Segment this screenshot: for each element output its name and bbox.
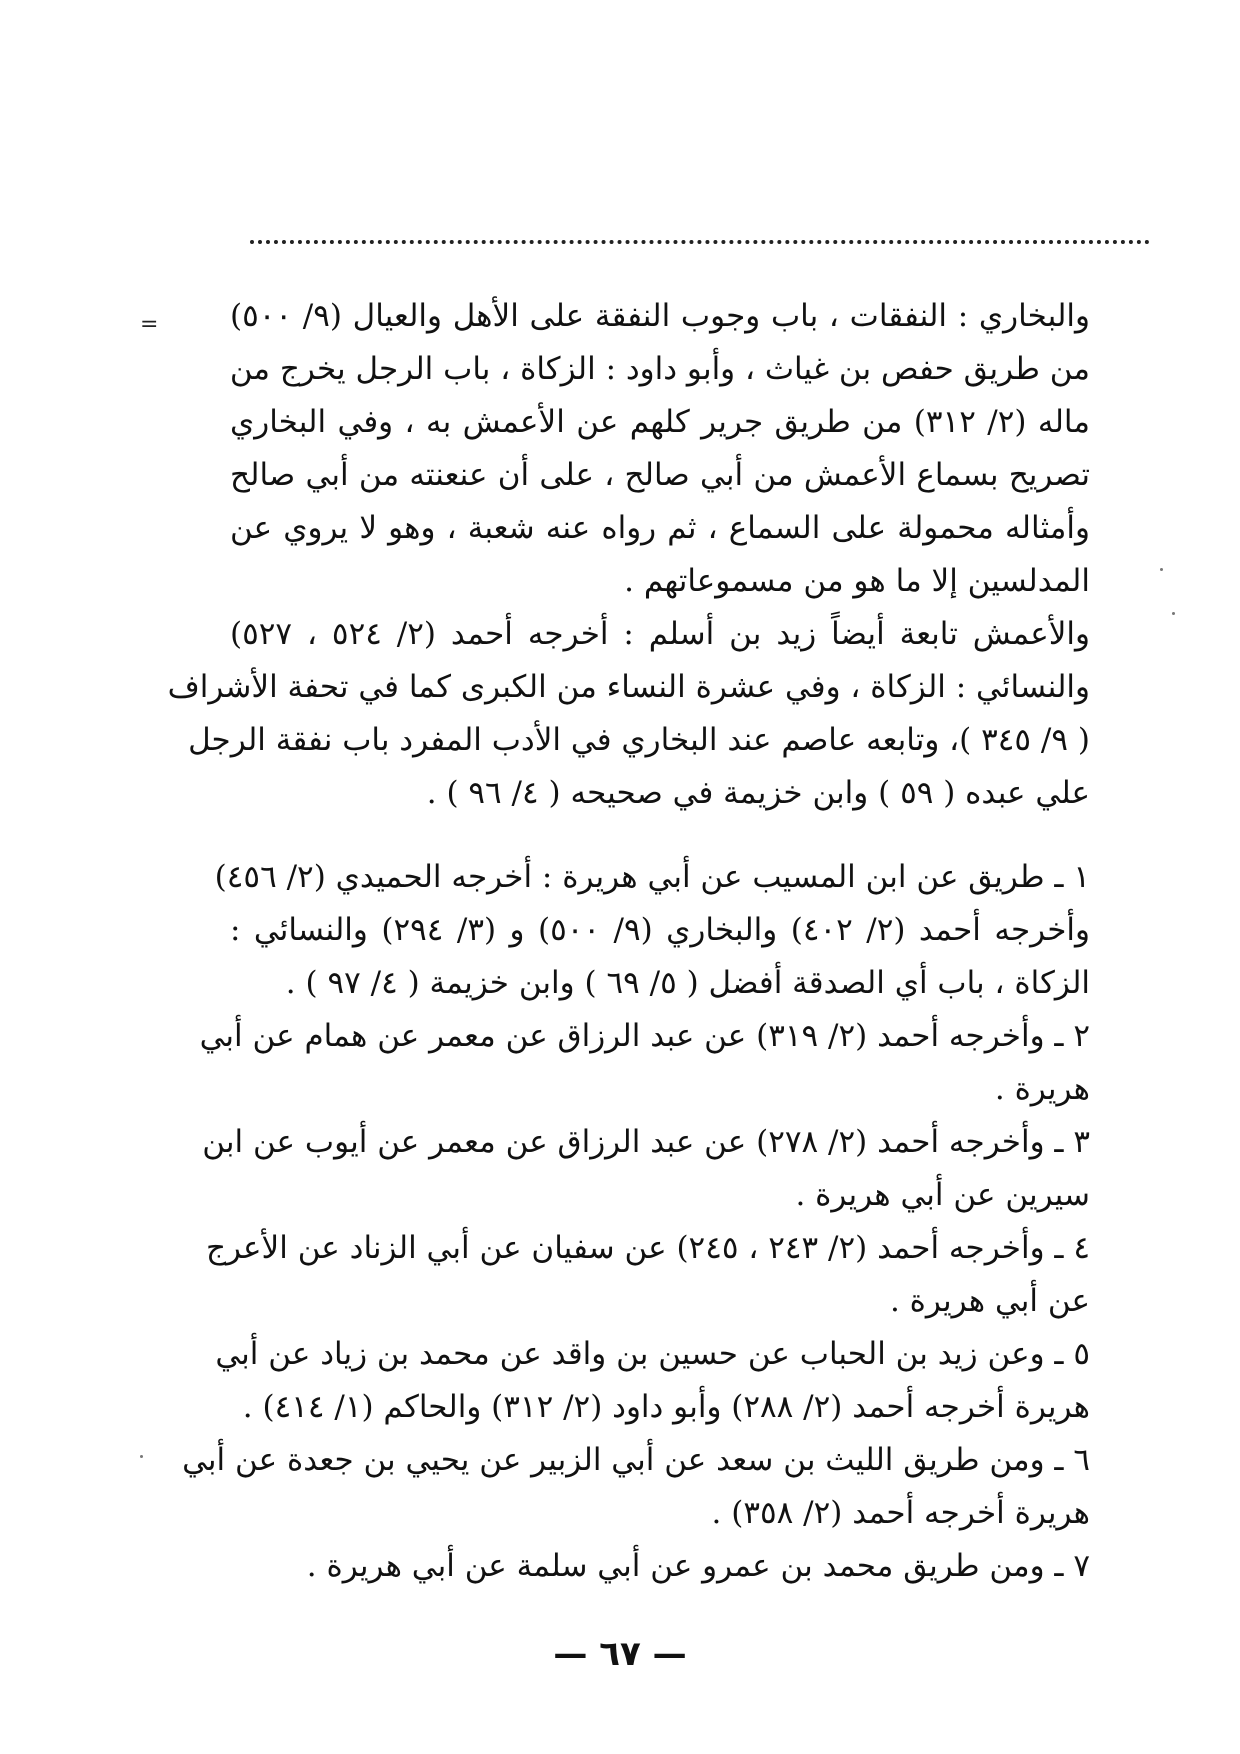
footnote-line: المدلسين إلا ما هو من مسموعاتهم . [624, 563, 1090, 599]
narration-line: ٢ ـ وأخرجه أحمد (٢/ ٣١٩) عن عبد الرزاق عن معمر عن همام عن أبي [199, 1018, 1090, 1054]
footnote-line: والأعمش تابعة أيضاً زيد بن أسلم : أخرجه أحمد (٢/ ٥٢٤ ، ٥٢٧) [230, 616, 1090, 652]
narration-line: ٣ ـ وأخرجه أحمد (٢/ ٢٧٨) عن عبد الرزاق عن معمر عن أيوب عن ابن [202, 1124, 1090, 1160]
footnote-line: ماله (٢/ ٣١٢) من طريق جرير كلهم عن الأعمش به ، وفي البخاري [230, 404, 1090, 440]
continued-footnote-block [167, 290, 1090, 820]
narration-line: وأخرجه أحمد (٢/ ٤٠٢) والبخاري (٩/ ٥٠٠) و (٣/ ٢٩٤) والنسائي : [230, 912, 1090, 948]
footnote-line: من طريق حفص بن غياث ، وأبو داود : الزكاة ، باب الرجل يخرج من [229, 351, 1090, 387]
narration-line: ١ ـ طريق عن ابن المسيب عن أبي هريرة : أخرجه الحميدي (٢/ ٤٥٦) [214, 859, 1090, 895]
narration-line: هريرة أخرجه أحمد (٢/ ٢٨٨) وأبو داود (٢/ ٣١٢) والحاكم (١/ ٤١٤) . [242, 1389, 1090, 1425]
narration-paths-block [182, 851, 1090, 1593]
footnote-line: تصريح بسماع الأعمش من أبي صالح ، على أن عنعنته من أبي صالح [230, 457, 1090, 493]
footnote-separator-rule [250, 240, 1150, 244]
narration-line: سيرين عن أبي هريرة . [795, 1177, 1090, 1213]
footnote-line: والبخاري : النفقات ، باب وجوب النفقة على الأهل والعيال (٩/ ٥٠٠) [230, 298, 1090, 334]
narration-line: هريرة أخرجه أحمد (٢/ ٣٥٨) . [711, 1495, 1090, 1531]
scan-speck [1172, 612, 1175, 615]
narration-line: ٥ ـ وعن زيد بن الحباب عن حسين بن واقد عن محمد بن زياد عن أبي [215, 1336, 1090, 1372]
narration-line: ٦ ـ ومن طريق الليث بن سعد عن أبي الزبير عن يحيي بن جعدة عن أبي [182, 1442, 1090, 1478]
narration-line: عن أبي هريرة . [889, 1283, 1090, 1319]
footnote-line: وأمثاله محمولة على السماع ، ثم رواه عنه شعبة ، وهو لا يروي عن [230, 510, 1090, 546]
scan-speck [140, 1455, 143, 1458]
page-number: — ٦٧ — [553, 1634, 687, 1674]
footnote-line: علي عبده ( ٥٩ ) وابن خزيمة في صحيحه ( ٤/ ٩٦ ) . [426, 775, 1090, 811]
footnote-line: ( ٩/ ٣٤٥ )، وتابعه عاصم عند البخاري في الأدب المفرد باب نفقة الرجل [188, 722, 1090, 758]
scan-speck [1160, 568, 1163, 571]
footnote-line: والنسائي : الزكاة ، وفي عشرة النساء من الكبرى كما في تحفة الأشراف [167, 669, 1090, 705]
narration-line: هريرة . [994, 1071, 1090, 1107]
narration-line: ٤ ـ وأخرجه أحمد (٢/ ٢٤٣ ، ٢٤٥) عن سفيان عن أبي الزناد عن الأعرج [205, 1230, 1090, 1266]
narration-line: ٧ ـ ومن طريق محمد بن عمرو عن أبي سلمة عن أبي هريرة . [306, 1548, 1090, 1584]
narration-line: الزكاة ، باب أي الصدقة أفضل ( ٥/ ٦٩ ) وابن خزيمة ( ٤/ ٩٧ ) . [285, 965, 1090, 1001]
continuation-marker: = [140, 312, 159, 337]
